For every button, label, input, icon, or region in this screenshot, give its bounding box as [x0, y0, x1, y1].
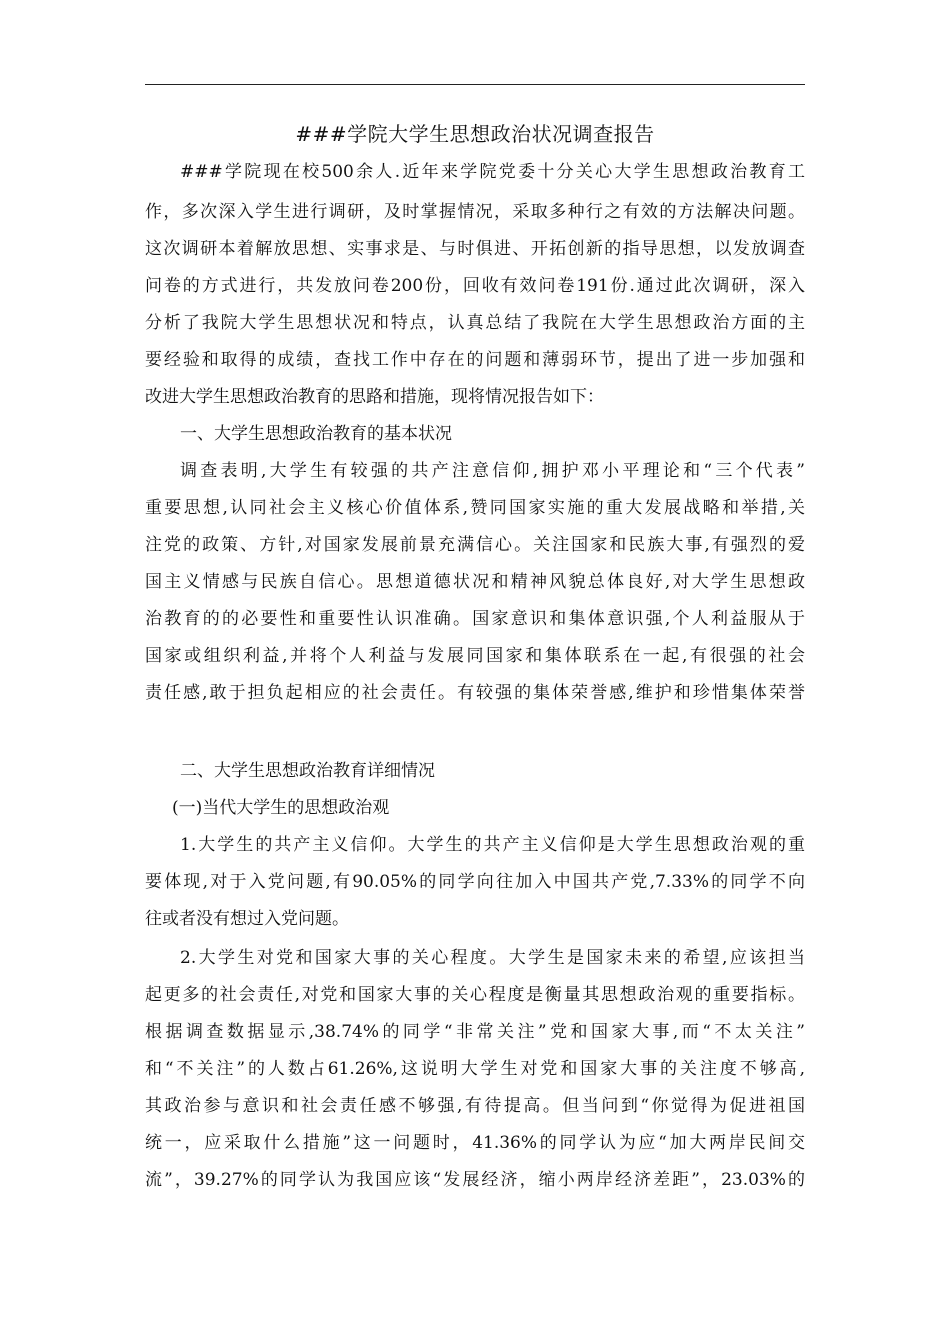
- header-rule: [145, 84, 805, 85]
- paragraph-line: 调查表明,大学生有较强的共产注意信仰,拥护邓小平理论和“三个代表”: [180, 461, 805, 481]
- document-title: ###学院大学生思想政治状况调查报告: [295, 122, 655, 146]
- paragraph-line: 作，多次深入学生进行调研，及时掌握情况，采取多种行之有效的方法解决问题。: [145, 202, 805, 222]
- paragraph-line: 国主义情感与民族自信心。思想道德状况和精神风貌总体良好,对大学生思想政: [145, 572, 805, 592]
- paragraph-line: 这次调研本着解放思想、实事求是、与时俱进、开拓创新的指导思想，以发放调查: [145, 239, 805, 259]
- section-heading: 二、大学生思想政治教育详细情况: [180, 761, 435, 781]
- paragraph-line: 流”，39.27%的同学认为我国应该“发展经济，缩小两岸经济差距”，23.03%的: [145, 1170, 805, 1190]
- subsection-heading: (一)当代大学生的思想政治观: [172, 798, 390, 818]
- paragraph-line: 分析了我院大学生思想状况和特点，认真总结了我院在大学生思想政治方面的主: [145, 313, 805, 333]
- paragraph-line: 注党的政策、方针,对国家发展前景充满信心。关注国家和民族大事,有强烈的爱: [145, 535, 805, 555]
- paragraph-line: 起更多的社会责任,对党和国家大事的关心程度是衡量其思想政治观的重要指标。: [145, 985, 805, 1005]
- paragraph-line: 往或者没有想过入党问题。: [145, 909, 349, 929]
- paragraph-line: 要体现,对于入党问题,有90.05%的同学向往加入中国共产党,7.33%的同学不向: [145, 872, 805, 892]
- paragraph-line: 问卷的方式进行，共发放问卷200份，回收有效问卷191份.通过此次调研，深入: [145, 276, 805, 296]
- paragraph-line: 和“不关注”的人数占61.26%,这说明大学生对党和国家大事的关注度不够高,: [145, 1059, 805, 1079]
- paragraph-line: 根据调查数据显示,38.74%的同学“非常关注”党和国家大事,而“不太关注”: [145, 1022, 805, 1042]
- paragraph-line: 重要思想,认同社会主义核心价值体系,赞同国家实施的重大发展战略和举措,关: [145, 498, 805, 518]
- paragraph-line: 责任感,敢于担负起相应的社会责任。有较强的集体荣誉感,维护和珍惜集体荣誉: [145, 683, 805, 703]
- paragraph-line: 1.大学生的共产主义信仰。大学生的共产主义信仰是大学生思想政治观的重: [180, 835, 805, 855]
- paragraph-line: ###学院现在校500余人.近年来学院党委十分关心大学生思想政治教育工: [180, 162, 805, 182]
- paragraph-line: 治教育的的必要性和重要性认识准确。国家意识和集体意识强,个人利益服从于: [145, 609, 805, 629]
- paragraph-line: 其政治参与意识和社会责任感不够强,有待提高。但当问到“你觉得为促进祖国: [145, 1096, 805, 1116]
- paragraph-line: 要经验和取得的成绩，查找工作中存在的问题和薄弱环节，提出了进一步加强和: [145, 350, 805, 370]
- paragraph-line: 改进大学生思想政治教育的思路和措施，现将情况报告如下：: [145, 387, 604, 407]
- section-heading: 一、大学生思想政治教育的基本状况: [180, 424, 452, 444]
- paragraph-line: 统一，应采取什么措施”这一问题时，41.36%的同学认为应“加大两岸民间交: [145, 1133, 805, 1153]
- paragraph-line: 2.大学生对党和国家大事的关心程度。大学生是国家未来的希望,应该担当: [180, 948, 805, 968]
- paragraph-line: 国家或组织利益,并将个人利益与发展同国家和集体联系在一起,有很强的社会: [145, 646, 805, 666]
